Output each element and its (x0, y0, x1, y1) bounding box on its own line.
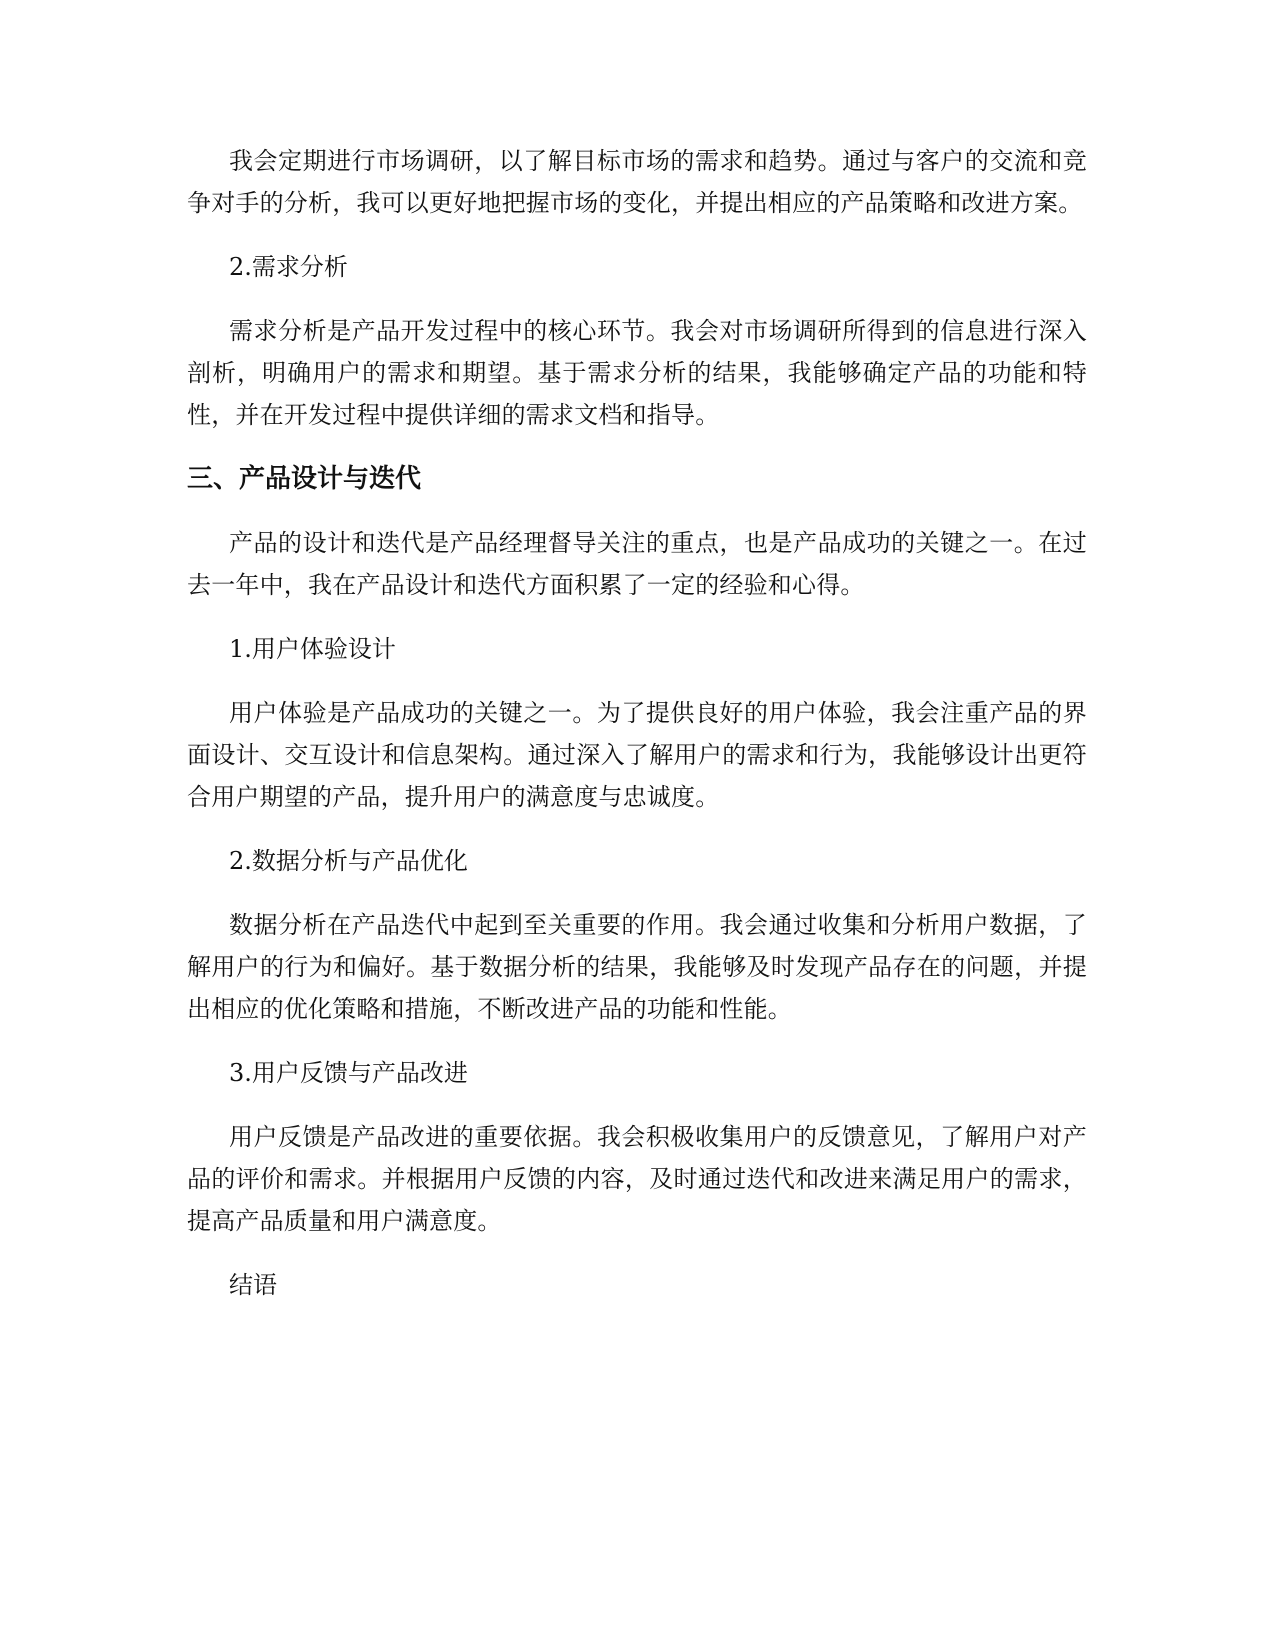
subheading-requirement-analysis: 2.需求分析 (229, 253, 348, 281)
paragraph-design-iteration-intro: 产品的设计和迭代是产品经理督导关注的重点，也是产品成功的关键之一。在过去一年中，我在产品设计和迭代方面积累了一定的经验和心得。 (187, 529, 1087, 599)
subheading-user-feedback: 3.用户反馈与产品改进 (229, 1059, 468, 1087)
paragraph-data-analysis: 数据分析在产品迭代中起到至关重要的作用。我会通过收集和分析用户数据，了解用户的行为和偏好。基于数据分析的结果，我能够及时发现产品存在的问题，并提出相应的优化策略和措施，不断改进产品的功能和性能。 (187, 911, 1087, 1023)
paragraph-market-research: 我会定期进行市场调研，以了解目标市场的需求和趋势。通过与客户的交流和竞争对手的分析，我可以更好地把握市场的变化，并提出相应的产品策略和改进方案。 (187, 147, 1087, 217)
section-title-design-iteration: 三、产品设计与迭代 (187, 464, 422, 494)
subheading-data-analysis: 2.数据分析与产品优化 (229, 847, 468, 875)
subheading-ux-design: 1.用户体验设计 (229, 635, 396, 663)
paragraph-user-feedback: 用户反馈是产品改进的重要依据。我会积极收集用户的反馈意见，了解用户对产品的评价和需求。并根据用户反馈的内容，及时通过迭代和改进来满足用户的需求，提高产品质量和用户满意度。 (187, 1123, 1087, 1235)
document-body (187, 140, 1087, 1328)
subheading-conclusion: 结语 (229, 1271, 277, 1299)
paragraph-requirement-analysis: 需求分析是产品开发过程中的核心环节。我会对市场调研所得到的信息进行深入剖析，明确用户的需求和期望。基于需求分析的结果，我能够确定产品的功能和特性，并在开发过程中提供详细的需求文档和指导。 (187, 317, 1087, 429)
paragraph-ux-design: 用户体验是产品成功的关键之一。为了提供良好的用户体验，我会注重产品的界面设计、交互设计和信息架构。通过深入了解用户的需求和行为，我能够设计出更符合用户期望的产品，提升用户的满意度与忠诚度。 (187, 699, 1087, 811)
